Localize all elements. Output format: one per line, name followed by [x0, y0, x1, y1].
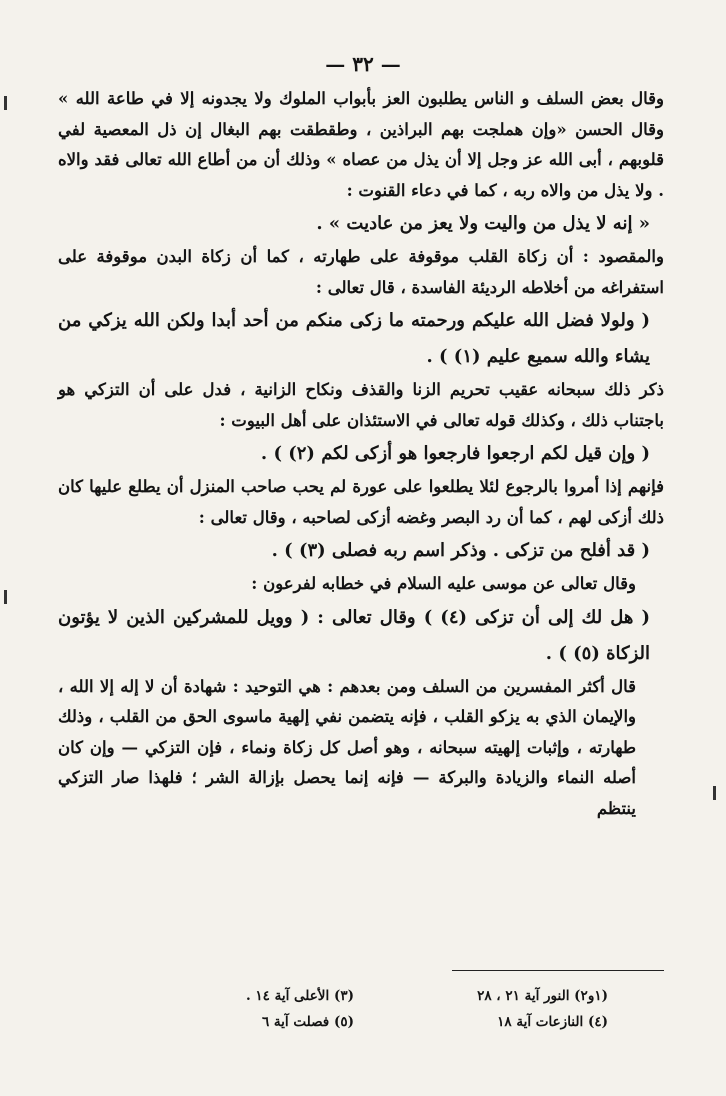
scan-edge-mark: [4, 590, 7, 604]
quote-verse: ( ولولا فضل الله عليكم ورحمته ما زكى منكم من أحد أبدا ولكن الله يزكي من يشاء والله سميع عليم (١) ) .: [58, 310, 650, 367]
page-number: — ٣٢ —: [325, 52, 401, 76]
quote-verse: ( وإن قيل لكم ارجعوا فارجعوا هو أزكى لكم (٢) ) .: [260, 443, 650, 464]
paragraph: وقال تعالى عن موسى عليه السلام في خطابه لفرعون :: [251, 574, 636, 593]
paragraph: وقال بعض السلف و الناس يطلبون العز بأبواب الملوك ولا يجدونه إلا في طاعة الله » وقال الحسن «وإن هملجت بهم البراذين ، وطقطقت بهم البغال إن ذل المعصية لفي قلوبهم ، أبى الله عز وجل إلا أن يذل من عصاه » وذلك أن من أطاع الله تعالى فقد والاه . ولا يذل من والاه ربه ، كما في دعاء القنوت :: [58, 89, 664, 200]
scan-edge-mark: [4, 96, 7, 110]
footnote: (٣) الأعلى آية ١٤ .: [245, 988, 354, 1004]
footnote: (٤) النازعات آية ١٨: [497, 1014, 608, 1030]
quote-hadith: « إنه لا يذل من واليت ولا يعز من عاديت » .: [316, 213, 650, 234]
footnote: (١و٢) النور آية ٢١ ، ٢٨: [477, 988, 608, 1004]
footnote-divider: [452, 970, 664, 971]
paragraph: والمقصود : أن زكاة القلب موقوفة على طهارته ، كما أن زكاة البدن موقوفة على استفراغه من أخلاطه الرديئة الفاسدة ، قال تعالى :: [58, 247, 664, 297]
paragraph: قال أكثر المفسرين من السلف ومن بعدهم : هي التوحيد : شهادة أن لا إله إلا الله ، والإيمان الذي به يزكو القلب ، فإنه يتضمن نفي إلهية ماسوى الحق من القلب ، وذلك طهارته ، وإثبات إلهيته سبحانه ، وهو أصل كل زكاة ونماء ، فإن التزكي — وإن كان أصله النماء والزيادة والبركة — فإنه إنما يحصل بإزالة الشر ؛ فلهذا صار التزكي ينتظم: [58, 676, 636, 818]
body-text: [58, 84, 664, 824]
paragraph: ذكر ذلك سبحانه عقيب تحريم الزنا والقذف ونكاح الزانية ، فدل على أن التزكي هو باجتناب ذلك ، وكذلك قوله تعالى في الاستئذان على أهل البيوت :: [58, 380, 664, 430]
scan-edge-mark: [713, 786, 716, 800]
quote-verse: ( قد أفلح من تزكى . وذكر اسم ربه فصلى (٣) ) .: [271, 540, 650, 561]
paragraph: فإنهم إذا أمروا بالرجوع لئلا يطلعوا على عورة لم يحب صاحب المنزل أن يطلع عليها كان ذلك أزكى لهم ، كما أن رد البصر وغضه أزكى لصاحبه ، وقال تعالى :: [58, 477, 664, 527]
quote-verse: ( هل لك إلى أن تزكى (٤) ) وقال تعالى : ( وويل للمشركين الذين لا يؤتون الزكاة (٥) ) .: [58, 606, 651, 664]
footnote: (٥) فصلت آية ٦: [261, 1014, 354, 1030]
